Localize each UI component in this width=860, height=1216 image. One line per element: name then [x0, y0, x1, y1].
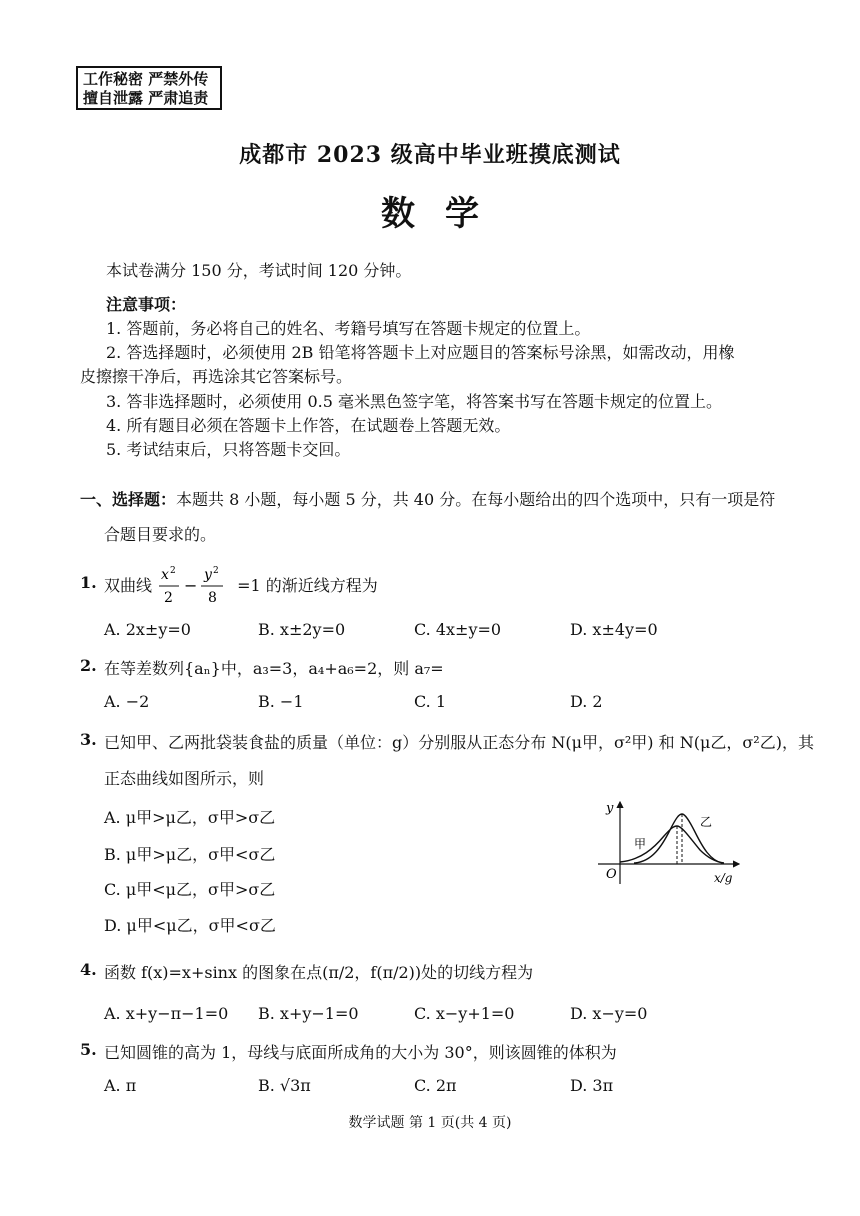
stamp-line-2: 擅自泄露 严肃追责	[83, 89, 209, 107]
intro-text: 本试卷满分 150 分，考试时间 120 分钟。	[106, 261, 412, 280]
question-5-number: 5.	[80, 1040, 97, 1059]
option-d: D. μ甲<μ乙，σ甲<σ乙	[104, 916, 276, 935]
curve-yi-label: 乙	[700, 815, 713, 829]
y-axis-label: y	[606, 801, 614, 816]
question-1-suffix: =1 的渐近线方程为	[237, 576, 378, 595]
hyperbola-formula	[157, 565, 237, 609]
question-5-stem: 已知圆锥的高为 1，母线与底面所成角的大小为 30°，则该圆锥的体积为	[104, 1043, 617, 1062]
note-item: 4. 所有题目必须在答题卡上作答，在试题卷上答题无效。	[106, 416, 511, 435]
option-c: C. μ甲<μ乙，σ甲>σ乙	[104, 880, 276, 899]
svg-text:2: 2	[213, 565, 219, 576]
option-b: B. x±2y=0	[258, 620, 346, 639]
note-item: 1. 答题前，务必将自己的姓名、考籍号填写在答题卡规定的位置上。	[106, 319, 591, 338]
page-footer: 数学试题 第 1 页(共 4 页)	[348, 1115, 512, 1131]
subject-title: 数学	[381, 194, 509, 234]
curve-jia-label: 甲	[634, 837, 647, 851]
option-b: B. −1	[258, 692, 304, 711]
x-axis-label: x/g	[714, 871, 733, 885]
note-item: 3. 答非选择题时，必须使用 0.5 毫米黑色签字笔，将答案书写在答题卡规定的位置上。	[106, 392, 722, 411]
svg-text:2: 2	[164, 589, 174, 606]
option-d: D. x±4y=0	[570, 620, 658, 639]
stamp-line-1: 工作秘密 严禁外传	[83, 70, 209, 88]
option-a: A. 2x±y=0	[104, 620, 191, 639]
option-a: A. −2	[104, 692, 150, 711]
origin-label: O	[606, 867, 617, 882]
svg-text:8: 8	[208, 589, 218, 606]
section-1-text-line-2: 合题目要求的。	[104, 525, 217, 544]
question-2-stem: 在等差数列{aₙ}中，a₃=3，a₄+a₆=2，则 a₇=	[104, 659, 444, 678]
exam-title: 成都市 2023 级高中毕业班摸底测试	[239, 142, 621, 168]
option-d: D. 3π	[570, 1076, 614, 1095]
question-1-number: 1.	[80, 573, 97, 592]
option-a: A. π	[104, 1076, 137, 1095]
section-1-label: 一、选择题：	[80, 490, 177, 509]
option-b: B. √3π	[258, 1076, 311, 1095]
question-2-number: 2.	[80, 656, 97, 675]
question-3-stem-line-1: 已知甲、乙两批袋装食盐的质量（单位：g）分别服从正态分布 N(μ甲，σ²甲) 和 N(μ乙，σ²乙)，其	[104, 733, 814, 752]
note-item: 皮擦擦干净后，再选涂其它答案标号。	[80, 367, 353, 386]
option-c: C. 4x±y=0	[414, 620, 502, 639]
option-d: D. 2	[570, 692, 603, 711]
option-d: D. x−y=0	[570, 1004, 648, 1023]
option-c: C. x−y+1=0	[414, 1004, 515, 1023]
question-1-stem	[104, 565, 378, 606]
option-c: C. 1	[414, 692, 447, 711]
question-1-prefix: 双曲线	[104, 576, 153, 595]
question-3-stem-line-2: 正态曲线如图所示，则	[104, 769, 265, 788]
note-item: 2. 答选择题时，必须使用 2B 铅笔将答题卡上对应题目的答案标号涂黑，如需改动，用橡	[106, 343, 735, 362]
question-4-stem: 函数 f(x)=x+sinx 的图象在点(π/2，f(π/2))处的切线方程为	[104, 963, 534, 982]
svg-text:y: y	[204, 566, 213, 583]
normal-curves-figure	[596, 796, 746, 888]
section-1-text: 本题共 8 小题，每小题 5 分，共 40 分。在每小题给出的四个选项中，只有一项是符	[176, 490, 776, 509]
question-4-number: 4.	[80, 960, 97, 979]
note-item: 5. 考试结束后，只将答题卡交回。	[106, 440, 351, 459]
svg-text:x: x	[161, 566, 170, 583]
option-a: A. μ甲>μ乙，σ甲>σ乙	[104, 808, 276, 827]
confidential-stamp	[76, 66, 222, 110]
option-b: B. μ甲>μ乙，σ甲<σ乙	[104, 845, 276, 864]
option-a: A. x+y−π−1=0	[104, 1004, 229, 1023]
notes-heading: 注意事项：	[106, 295, 187, 314]
question-3-number: 3.	[80, 730, 97, 749]
section-1-header	[80, 487, 775, 510]
svg-text:−: −	[184, 575, 198, 595]
option-c: C. 2π	[414, 1076, 457, 1095]
svg-text:2: 2	[170, 565, 176, 576]
option-b: B. x+y−1=0	[258, 1004, 359, 1023]
